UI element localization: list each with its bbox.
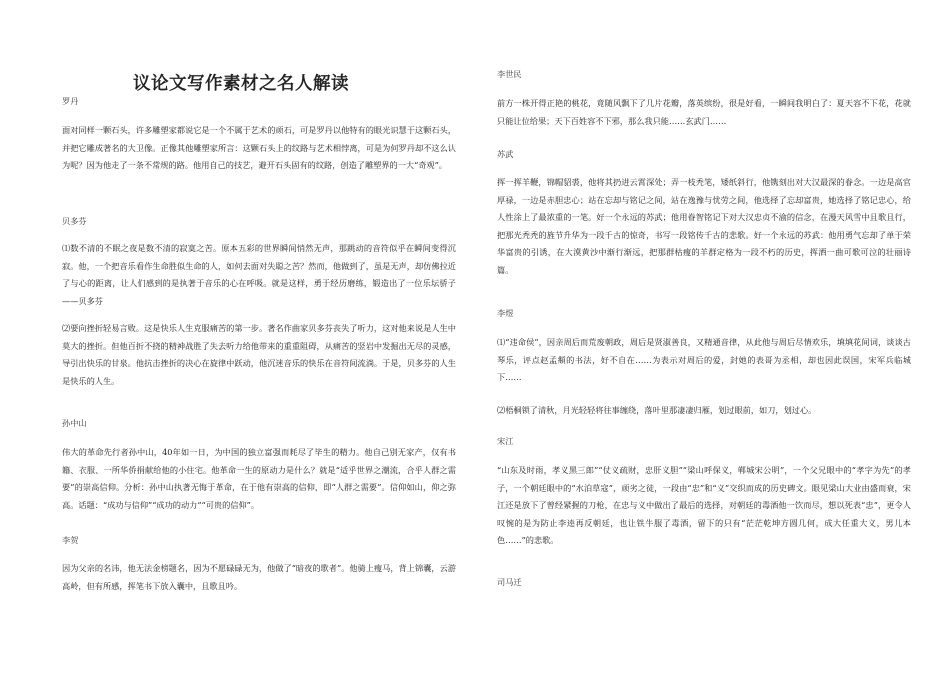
person-name-song-jiang: 宋江 [497, 436, 514, 446]
paragraph-rodin: 面对同样一颗石头，许多雕塑家都说它是一个不属于艺术的顽石，可是罗丹以他特有的眼光识慧于这颗石头，并把它雕成著名的大卫像。正像其他雕塑家所言：这颗石头上的纹路与艺术相悖离，可是为何罗丹却不这么认为呢？因为他走了一条不常规的路。他用自己的技艺，避开石头固有的纹路，创造了雕塑界的一大“奇观”。 [62, 125, 456, 171]
paragraph-beethoven-1: ⑴数不清的不眠之夜是数不清的寂寞之苦。原本五彩的世界瞬间悄然无声，那跳动的音符似乎在瞬间变得沉寂。他，一个把音乐看作生命胜似生命的人，如何去面对失聪之苦？然而，他做到了，虽是无声，却仿佛拉近了与心的距离，让人们感到的是执著于音乐的心在呼吸。就是这样，勇于经历磨练，锻造出了一位乐坛骄子——贝多芬 [62, 243, 456, 306]
paragraph-li-yu-1: ⑴“违命侯”，因亲周后而荒废朝政，周后是贤淑善良，又精通音律，从此他与周后尽情欢乐，填填花间词，谈谈古琴乐，评点赵孟頫的书法，好不自在……为表示对周后的爱，封她的表哥为丞相，却也因此误国，宋军兵临城下…… [497, 337, 911, 383]
paragraph-li-shimin: 前方一株开得正艳的桃花，竟随风飘下了几片花瓣，落英缤纷，很是好看，一瞬间我明白了：夏天容不下花，花就只能让位给果；天下百姓容不下邪，那么我只能……玄武门…… [497, 98, 911, 126]
person-name-sima-qian: 司马迁 [497, 577, 522, 587]
person-name-rodin: 罗丹 [62, 96, 79, 106]
person-name-li-he: 李贺 [62, 535, 79, 545]
paragraph-li-he: 因为父亲的名讳，他无法金榜题名，因为不愿碌碌无为，他做了“暗夜的歌者”。他骑上瘦马，背上锦囊，云游高岭，但有所感，挥笔书下放入囊中，且歌且吟。 [62, 563, 456, 591]
paragraph-beethoven-2: ⑵要向挫折轻易言败。这是快乐人生克服痛苦的第一步。著名作曲家贝多芬丧失了听力，这对他来说是人生中莫大的挫折。但他百折不挠的精神战胜了失去听力给他带来的重重阻碍，从痛苦的竖岩中发掘出无尽的灵感，导引出快乐的甘泉。他抗击挫折的决心在旋律中跃动，他沉迷音乐的快乐在音符间流淌。于是，贝多芬的人生是快乐的人生。 [62, 323, 456, 386]
person-name-li-shimin: 李世民 [497, 69, 522, 79]
person-name-li-yu: 李煜 [497, 308, 514, 318]
document-title: 议论文写作素材之名人解读 [133, 74, 349, 94]
paragraph-sun-yat-sen: 伟大的革命先行者孙中山，40年如一日，为中国的独立富强而耗尽了毕生的精力。他自己别无家产，仅有书籍、衣服、一所华侨捐献给他的小住宅。他革命一生的原动力是什么？就是“适乎世界之潮流，合乎人群之需要”的崇高信仰。分析：孙中山执著无悔于革命，在于他有崇高的信仰，即“人群之需要”。信仰如山，仰之弥高。话题：“成功与信仰”“成功的动力”“可贵的信仰”。 [62, 447, 456, 510]
paragraph-li-yu-2: ⑵梧桐锁了清秋，月光轻轻将往事缠绕，落叶里那凄凄归雁，划过眼前，如刀，划过心。 [497, 405, 817, 415]
person-name-sun-yat-sen: 孙中山 [62, 418, 87, 428]
paragraph-su-wu: 挥一挥羊鞭，锦帽貂裘，他将其扔进云霄深处；弄一枝秃笔，矮纸斜行，他镌刻出对大汉最深的眷念。一边是高官厚禄，一边是赤胆忠心；站在忘却与铭记之间，站在逸豫与忧劳之间，他选择了忘却富贵，她选择了铭记忠心，给人性涂上了最浓重的一笔。好一个永远的苏武；他用眷智铭记下对大汉忠贞不渝的信念，在漫天风雪中且歌且行，把那光秃秃的旌节升华为一段千古的惊奇，书写一段铭传千古的悲歌。好一个永远的苏武：他用勇气忘却了单于荣华富贵的引诱，在大漠黄沙中渐行渐远，把那群枯瘦的羊群定格为一段不朽的历史，挥洒一曲可歌可泣的壮丽诗篇。 [497, 177, 911, 275]
paragraph-song-jiang: “山东及时雨，孝义黑三郎”“仗义疏财，忠肝义胆”“梁山呼保义，郸城宋公明”，一个父兄眼中的“孝字为先”的孝子，一个朝廷眼中的“水泊草寇”，顽劣之徒，一段由“忠”和“义”交织而成的历史碑文。眼见梁山大业由盛而衰，宋江还是放下了曾经紧握的刀枪，在忠与义中做出了最后的选择，对朝廷的毒酒他一饮而尽，想以死表“忠”，更令人叹惋的是为防止李逵再反朝廷，也让铁牛服了毒酒，留下的只有“茫茫乾坤方圆几何，成大任重大义，男儿本色……”的悲歌。 [497, 465, 911, 546]
person-name-su-wu: 苏武 [497, 149, 514, 159]
person-name-beethoven: 贝多芬 [62, 216, 87, 226]
